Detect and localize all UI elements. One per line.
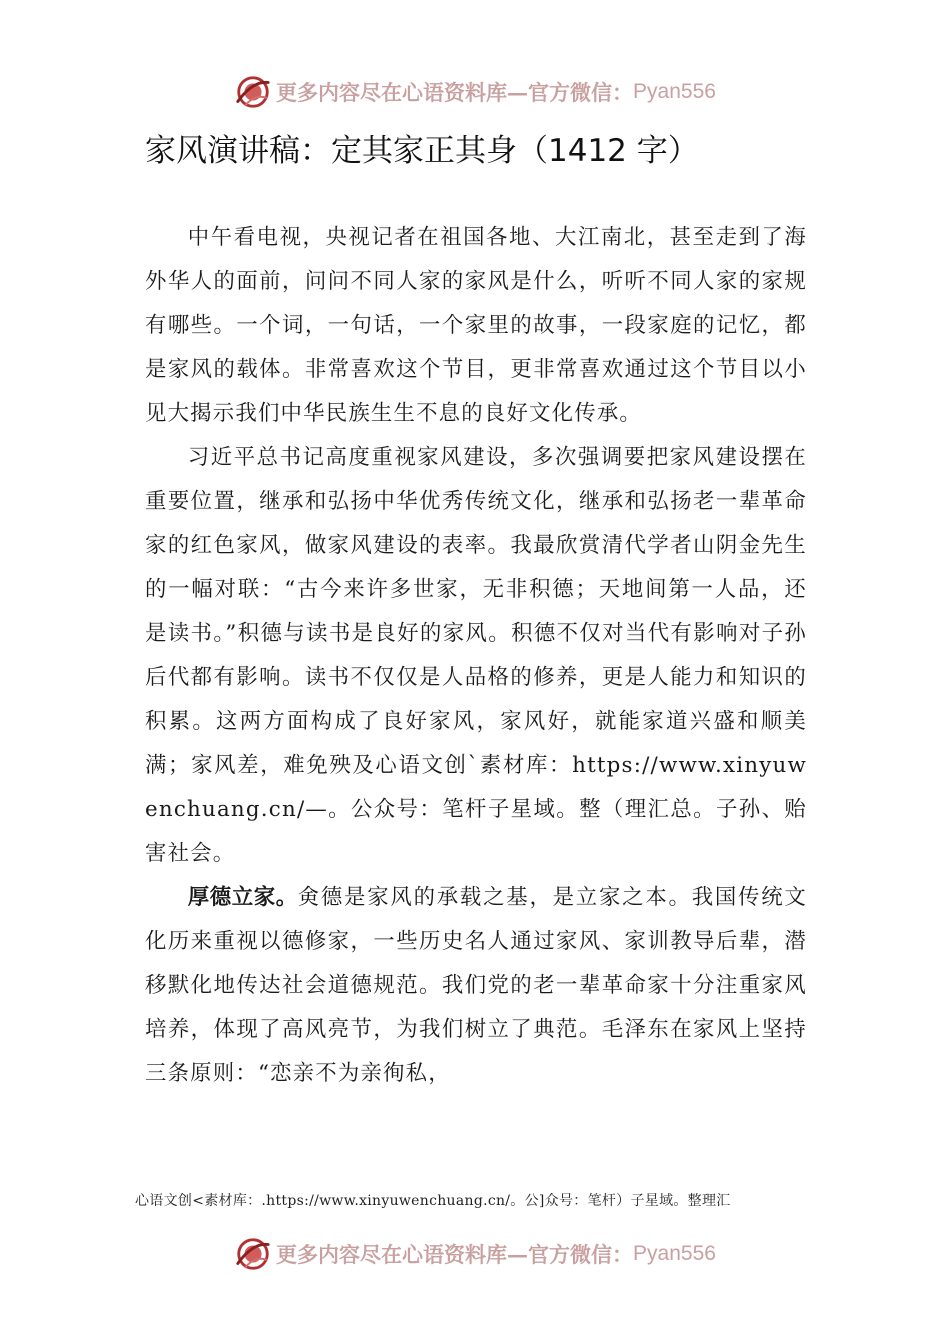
document-title: 家风演讲稿：定其家正其身（1412 字） — [145, 133, 699, 169]
paragraph-text: 习近平总书记高度重视家风建设，多次强调要把家风建设摆在重要位置，继承和弘扬中华优秀传统文化，继承和弘扬老一辈革命家的红色家风，做家风建设的表率。我最欣赏清代学者山阴金先生的一幅对联：“古今来许多世家，无非积德；天地间第一人品，还是读书。”积德与读书是良好的家风。积德不仅对当代有影响对子孙后代都有影响。读书不仅仅是人品格的修养，更是人能力和知识的积累。这两方面构成了良好家风，家风好，就能家道兴盛和顺美满；家风差，难免殃及心语文创`素材库：https://www.xinyuwenchuang.cn/—。公众号：笔杆子星域。整（理汇总。子孙、贻害社会。 — [145, 445, 807, 866]
paragraph — [145, 216, 807, 436]
paragraph-text: 㑒德是家风的承载之基，是立家之本。我国传统文化历来重视以德修家，一些历史名人通过家风、家训教导后辈，潜移默化地传达社会道德规范。我们党的老一辈革命家十分注重家风培养，体现了高风亮节，为我们树立了典范。毛泽东在家风上坚持三条原则：“恋亲不为亲徇私， — [145, 885, 807, 1086]
paragraph — [145, 876, 807, 1096]
banner-text: 更多内容尽在心语资料库—官方微信： — [276, 80, 634, 105]
page-footnote: 心语文创<素材库：.https://www.xinyuwenchuang.cn/。公]众号：笔杆）子星域。整理汇 — [135, 1193, 731, 1209]
seal-logo-icon — [234, 73, 272, 111]
seal-logo-icon — [234, 1235, 272, 1273]
paragraph-text: 中午看电视，央视记者在祖国各地、大江南北，甚至走到了海外华人的面前，问问不同人家的家风是什么，听听不同人家的家规有哪些。一个词，一句话，一个家里的故事，一段家庭的记忆，都是家风的载体。非常喜欢这个节目，更非常喜欢通过这个节目以小见大揭示我们中华民族生生不息的良好文化传承。 — [145, 225, 807, 426]
paragraph-lead: 厚德立家。 — [187, 885, 298, 910]
header-banner — [0, 70, 950, 114]
footer-banner — [0, 1232, 950, 1276]
banner-wechat-handle: Pyan556 — [633, 80, 716, 103]
paragraph — [145, 436, 807, 876]
document-body — [145, 216, 807, 1096]
banner-text: 更多内容尽在心语资料库—官方微信： — [276, 1242, 634, 1267]
banner-wechat-handle: Pyan556 — [633, 1242, 716, 1265]
